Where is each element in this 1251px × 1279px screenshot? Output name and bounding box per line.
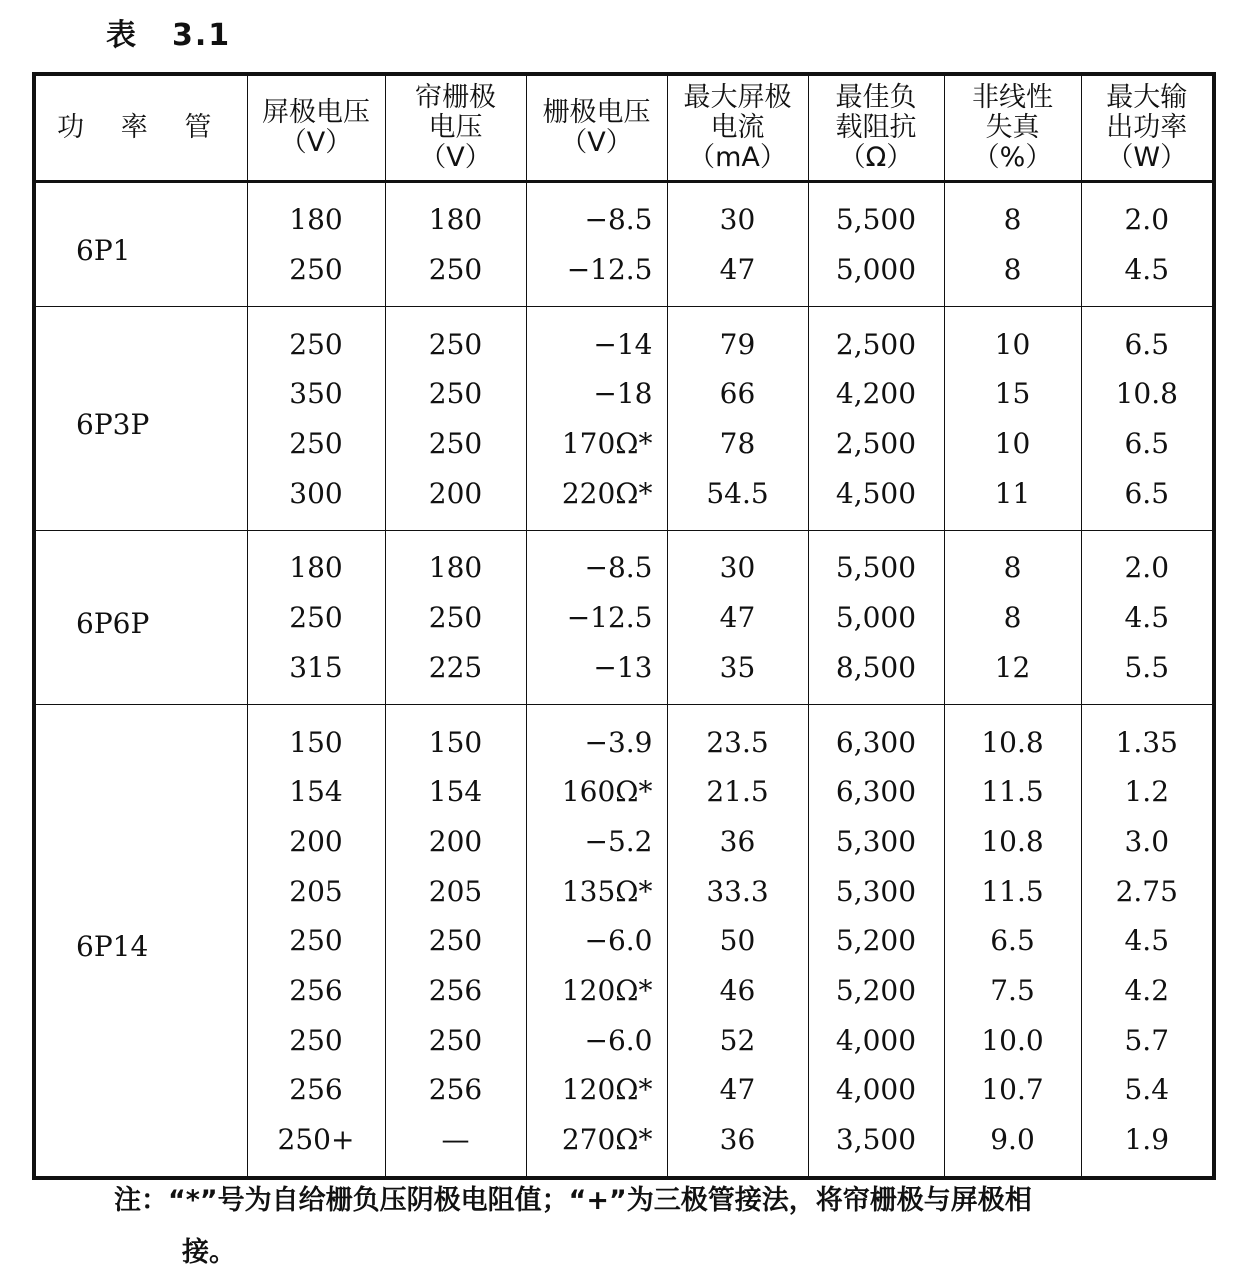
grid-voltage-cell: 120Ω* (526, 966, 667, 1016)
load-impedance-cell: 2,500 (808, 307, 944, 369)
screen-voltage-cell: 200 (385, 817, 526, 867)
load-impedance-cell: 5,500 (808, 531, 944, 593)
plate-voltage-cell: 250 (247, 307, 385, 369)
tube-name: 6P14 (76, 930, 149, 964)
footnote-line-2: 接。 (182, 1237, 236, 1268)
plate-voltage-cell: 315 (247, 643, 385, 705)
plate-current-cell: 54.5 (667, 468, 808, 530)
caption-number: 3.1 (172, 18, 232, 53)
load-impedance-cell: 2,500 (808, 419, 944, 469)
screen-voltage-cell: 250 (385, 916, 526, 966)
header-max-power (1081, 74, 1214, 182)
grid-voltage-cell: −6.0 (526, 916, 667, 966)
screen-voltage-cell: 180 (385, 531, 526, 593)
grid-voltage-cell: −5.2 (526, 817, 667, 867)
table-caption (106, 10, 231, 54)
plate-voltage-cell: 250 (247, 419, 385, 469)
screen-voltage-cell: 205 (385, 866, 526, 916)
plate-voltage-cell: 250 (247, 593, 385, 643)
plate-current-cell: 30 (667, 182, 808, 245)
distortion-cell: 11.5 (944, 866, 1081, 916)
tube-name: 6P3P (34, 307, 247, 531)
output-power-cell: 5.7 (1081, 1015, 1214, 1065)
grid-voltage-cell: −18 (526, 369, 667, 419)
header-line: 栅极电压 (542, 97, 651, 128)
distortion-cell: 10.8 (944, 817, 1081, 867)
grid-voltage-cell: 270Ω* (526, 1115, 667, 1179)
plate-voltage-cell: 180 (247, 531, 385, 593)
output-power-cell: 4.5 (1081, 593, 1214, 643)
output-power-cell: 5.4 (1081, 1065, 1214, 1115)
screen-voltage-cell: 250 (385, 419, 526, 469)
screen-voltage-cell: 200 (385, 468, 526, 530)
distortion-cell: 12 (944, 643, 1081, 705)
screen-voltage-cell: 150 (385, 705, 526, 767)
screen-voltage-cell: 154 (385, 767, 526, 817)
header-plate-voltage (247, 74, 385, 182)
output-power-cell: 4.2 (1081, 966, 1214, 1016)
distortion-cell: 7.5 (944, 966, 1081, 1016)
distortion-cell: 6.5 (944, 916, 1081, 966)
header-line: 载阻抗 (835, 112, 917, 143)
header-line: （mA） (688, 142, 787, 173)
output-power-cell: 1.9 (1081, 1115, 1214, 1179)
screen-voltage-cell: 250 (385, 369, 526, 419)
table-header (34, 74, 1214, 182)
header-line: （Ω） (838, 142, 914, 173)
output-power-cell: 3.0 (1081, 817, 1214, 867)
grid-voltage-cell: 120Ω* (526, 1065, 667, 1115)
plate-current-cell: 46 (667, 966, 808, 1016)
tube-name: 6P6P (34, 531, 247, 705)
grid-voltage-cell: −14 (526, 307, 667, 369)
screen-voltage-cell: 250 (385, 307, 526, 369)
load-impedance-cell: 5,300 (808, 817, 944, 867)
grid-voltage-cell: −12.5 (526, 593, 667, 643)
plate-current-cell: 66 (667, 369, 808, 419)
header-grid-voltage (526, 74, 667, 182)
plate-voltage-cell: 250 (247, 916, 385, 966)
distortion-cell: 10.7 (944, 1065, 1081, 1115)
output-power-cell: 10.8 (1081, 369, 1214, 419)
distortion-cell: 10 (944, 307, 1081, 369)
distortion-cell: 10.0 (944, 1015, 1081, 1065)
output-power-cell: 1.2 (1081, 767, 1214, 817)
plate-current-cell: 21.5 (667, 767, 808, 817)
distortion-cell: 15 (944, 369, 1081, 419)
distortion-cell: 9.0 (944, 1115, 1081, 1179)
load-impedance-cell: 8,500 (808, 643, 944, 705)
header-line: （%） (972, 142, 1053, 173)
header-line: 出功率 (1106, 112, 1188, 143)
plate-current-cell: 78 (667, 419, 808, 469)
table-body (34, 182, 1214, 1179)
plate-voltage-cell: 205 (247, 866, 385, 916)
plate-current-cell: 23.5 (667, 705, 808, 767)
load-impedance-cell: 5,500 (808, 182, 944, 245)
screen-voltage-cell: 250 (385, 245, 526, 307)
header-line: 帘栅极 (415, 82, 496, 113)
caption-label: 表 (106, 18, 138, 53)
output-power-cell: 2.0 (1081, 531, 1214, 593)
plate-voltage-cell: 250 (247, 1015, 385, 1065)
load-impedance-cell: 5,000 (808, 593, 944, 643)
header-row (34, 74, 1214, 182)
grid-voltage-cell: −13 (526, 643, 667, 705)
header-line: （V） (419, 142, 492, 173)
output-power-cell: 2.75 (1081, 866, 1214, 916)
plate-current-cell: 50 (667, 916, 808, 966)
plate-voltage-cell: 200 (247, 817, 385, 867)
screen-voltage-cell: 250 (385, 1015, 526, 1065)
output-power-cell: 2.0 (1081, 182, 1214, 245)
table-row (34, 182, 1214, 245)
screen-voltage-cell: 256 (385, 966, 526, 1016)
header-max-plate-current (667, 74, 808, 182)
load-impedance-cell: 4,000 (808, 1015, 944, 1065)
grid-voltage-cell: −3.9 (526, 705, 667, 767)
table-row (34, 307, 1214, 369)
header-line: 最大屏极 (683, 82, 792, 113)
load-impedance-cell: 4,000 (808, 1065, 944, 1115)
plate-current-cell: 35 (667, 643, 808, 705)
output-power-cell: 6.5 (1081, 307, 1214, 369)
screen-voltage-cell: 256 (385, 1065, 526, 1115)
load-impedance-cell: 5,200 (808, 916, 944, 966)
plate-voltage-cell: 250+ (247, 1115, 385, 1179)
tube-name: 6P1 (34, 182, 247, 307)
plate-current-cell: 47 (667, 245, 808, 307)
plate-voltage-cell: 256 (247, 966, 385, 1016)
header-distortion (944, 74, 1081, 182)
grid-voltage-cell: −12.5 (526, 245, 667, 307)
plate-voltage-cell: 350 (247, 369, 385, 419)
header-line: （W） (1106, 142, 1188, 173)
load-impedance-cell: 5,300 (808, 866, 944, 916)
header-line: 屏极电压 (262, 97, 370, 128)
header-line: 失真 (985, 112, 1040, 143)
load-impedance-cell: 6,300 (808, 767, 944, 817)
distortion-cell: 8 (944, 531, 1081, 593)
header-line: （V） (279, 127, 353, 158)
plate-current-cell: 30 (667, 531, 808, 593)
load-impedance-cell: 4,500 (808, 468, 944, 530)
screen-voltage-cell: — (385, 1115, 526, 1179)
grid-voltage-cell: −6.0 (526, 1015, 667, 1065)
grid-voltage-cell: −8.5 (526, 182, 667, 245)
grid-voltage-cell: −8.5 (526, 531, 667, 593)
plate-current-cell: 33.3 (667, 866, 808, 916)
distortion-cell: 8 (944, 593, 1081, 643)
load-impedance-cell: 4,200 (808, 369, 944, 419)
plate-voltage-cell: 256 (247, 1065, 385, 1115)
plate-current-cell: 47 (667, 593, 808, 643)
distortion-cell: 10.8 (944, 705, 1081, 767)
plate-current-cell: 52 (667, 1015, 808, 1065)
table-footnote (114, 1175, 1224, 1279)
output-power-cell: 5.5 (1081, 643, 1214, 705)
header-line: 功 率 管 (57, 112, 226, 143)
load-impedance-cell: 5,000 (808, 245, 944, 307)
distortion-cell: 10 (944, 419, 1081, 469)
table-row (34, 705, 1214, 767)
plate-current-cell: 79 (667, 307, 808, 369)
distortion-cell: 11 (944, 468, 1081, 530)
header-optimal-load (808, 74, 944, 182)
plate-current-cell: 47 (667, 1065, 808, 1115)
plate-voltage-cell: 180 (247, 182, 385, 245)
distortion-cell: 8 (944, 245, 1081, 307)
plate-voltage-cell: 154 (247, 767, 385, 817)
header-line: 电流 (710, 112, 765, 143)
output-power-cell: 6.5 (1081, 468, 1214, 530)
output-power-cell: 1.35 (1081, 705, 1214, 767)
distortion-cell: 8 (944, 182, 1081, 245)
load-impedance-cell: 3,500 (808, 1115, 944, 1179)
output-power-cell: 4.5 (1081, 916, 1214, 966)
header-tube (34, 74, 247, 182)
load-impedance-cell: 6,300 (808, 705, 944, 767)
header-line: 电压 (428, 112, 483, 143)
distortion-cell: 11.5 (944, 767, 1081, 817)
output-power-cell: 4.5 (1081, 245, 1214, 307)
screen-voltage-cell: 225 (385, 643, 526, 705)
plate-current-cell: 36 (667, 1115, 808, 1179)
screen-voltage-cell: 250 (385, 593, 526, 643)
power-tube-table (32, 72, 1216, 1180)
load-impedance-cell: 5,200 (808, 966, 944, 1016)
plate-voltage-cell: 300 (247, 468, 385, 530)
plate-voltage-cell: 250 (247, 245, 385, 307)
header-line: （V） (560, 127, 633, 158)
screen-voltage-cell: 180 (385, 182, 526, 245)
output-power-cell: 6.5 (1081, 419, 1214, 469)
header-screen-voltage (385, 74, 526, 182)
footnote-line-1: 注：“*”号为自给栅负压阴极电阻值；“+”为三极管接法，将帘栅极与屏极相 (114, 1185, 1032, 1216)
plate-voltage-cell: 150 (247, 705, 385, 767)
plate-current-cell: 36 (667, 817, 808, 867)
grid-voltage-cell: 135Ω* (526, 866, 667, 916)
header-line: 非线性 (972, 82, 1053, 113)
header-line: 最佳负 (835, 82, 917, 113)
grid-voltage-cell: 170Ω* (526, 419, 667, 469)
table-row (34, 531, 1214, 593)
grid-voltage-cell: 220Ω* (526, 468, 667, 530)
grid-voltage-cell: 160Ω* (526, 767, 667, 817)
header-line: 最大输 (1106, 82, 1188, 113)
